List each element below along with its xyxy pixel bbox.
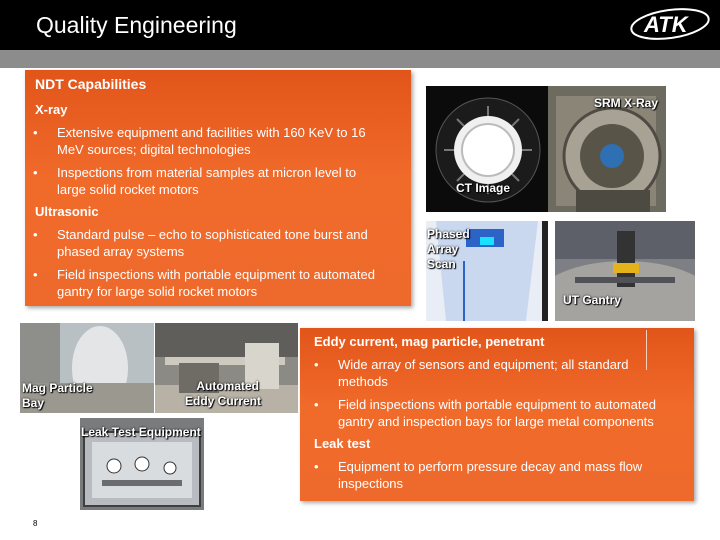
divider	[646, 330, 647, 370]
bullet-dot: •	[33, 227, 38, 242]
title-bar	[0, 0, 720, 50]
label-line: Automated	[196, 379, 259, 393]
bullet-line: Wide array of sensors and equipment; all standard	[338, 357, 629, 372]
phased-array-photo	[426, 221, 548, 321]
bullet-line: Inspections from material samples at micron level to	[57, 165, 357, 180]
ut-gantry-label: UT Gantry	[563, 293, 622, 307]
phased-array-label	[427, 227, 470, 272]
leak-test-label: Leak Test Equipment	[81, 425, 201, 439]
label-line: Bay	[22, 396, 45, 410]
label-line: Eddy Current	[185, 394, 262, 408]
bullet-line: gantry for large solid rocket motors	[57, 284, 258, 299]
srm-xray-label: SRM X-Ray	[594, 96, 659, 110]
ct-image-label: CT Image	[456, 181, 511, 195]
bullet-line: Equipment to perform pressure decay and mass flow	[338, 459, 643, 474]
logo-text: ATK	[644, 12, 688, 37]
mag-particle-photo	[20, 323, 154, 413]
atk-logo	[628, 6, 712, 42]
page-title: Quality Engineering	[36, 12, 237, 38]
ndt-capabilities-panel	[25, 70, 411, 306]
automated-eddy-photo	[155, 323, 298, 413]
ut-gantry-photo	[555, 221, 695, 321]
bullet-dot: •	[314, 459, 319, 474]
label-line: Mag Particle	[22, 381, 93, 395]
bullet-line: gantry and inspection bays for large metal components	[338, 414, 654, 429]
ultrasonic-bullet-2	[33, 266, 409, 300]
label-line: Scan	[427, 257, 456, 271]
xray-bullet-2	[33, 164, 403, 198]
bullet-line: Extensive equipment and facilities with 160 KeV to 16	[57, 125, 366, 140]
bullet-dot: •	[33, 125, 38, 140]
header-band	[0, 50, 720, 68]
bullet-dot: •	[314, 397, 319, 412]
leak-test-subheading: Leak test	[314, 436, 371, 451]
eddy-bullet-1	[314, 356, 690, 390]
bullet-line: large solid rocket motors	[57, 182, 199, 197]
bullet-line: inspections	[338, 476, 404, 491]
leak-bullet-1	[314, 458, 690, 492]
ultrasonic-bullet-1	[33, 226, 403, 260]
label-line: Array	[427, 242, 459, 256]
bullet-dot: •	[33, 165, 38, 180]
xray-bullet-1	[33, 124, 403, 158]
bullet-line: Standard pulse – echo to sophisticated tone burst and	[57, 227, 368, 242]
ndt-heading: NDT Capabilities	[35, 76, 147, 92]
page-number: 8	[33, 519, 38, 528]
bullet-dot: •	[33, 267, 38, 282]
leak-test-photo	[80, 418, 204, 510]
bullet-line: methods	[338, 374, 388, 389]
eddy-current-panel	[300, 328, 694, 501]
bullet-line: Field inspections with portable equipment to automated	[338, 397, 656, 412]
xray-subheading: X-ray	[35, 102, 68, 117]
eddy-subheading: Eddy current, mag particle, penetrant	[314, 334, 545, 349]
ultrasonic-subheading: Ultrasonic	[35, 204, 99, 219]
label-line: Phased	[427, 227, 470, 241]
bullet-dot: •	[314, 357, 319, 372]
eddy-bullet-2	[314, 396, 690, 430]
bullet-line: MeV sources; digital technologies	[57, 142, 251, 157]
srm-xray-photo	[426, 86, 666, 212]
automated-eddy-label	[185, 379, 262, 409]
mag-particle-label	[22, 381, 93, 411]
bullet-line: phased array systems	[57, 244, 185, 259]
bullet-line: Field inspections with portable equipment to automated	[57, 267, 375, 282]
